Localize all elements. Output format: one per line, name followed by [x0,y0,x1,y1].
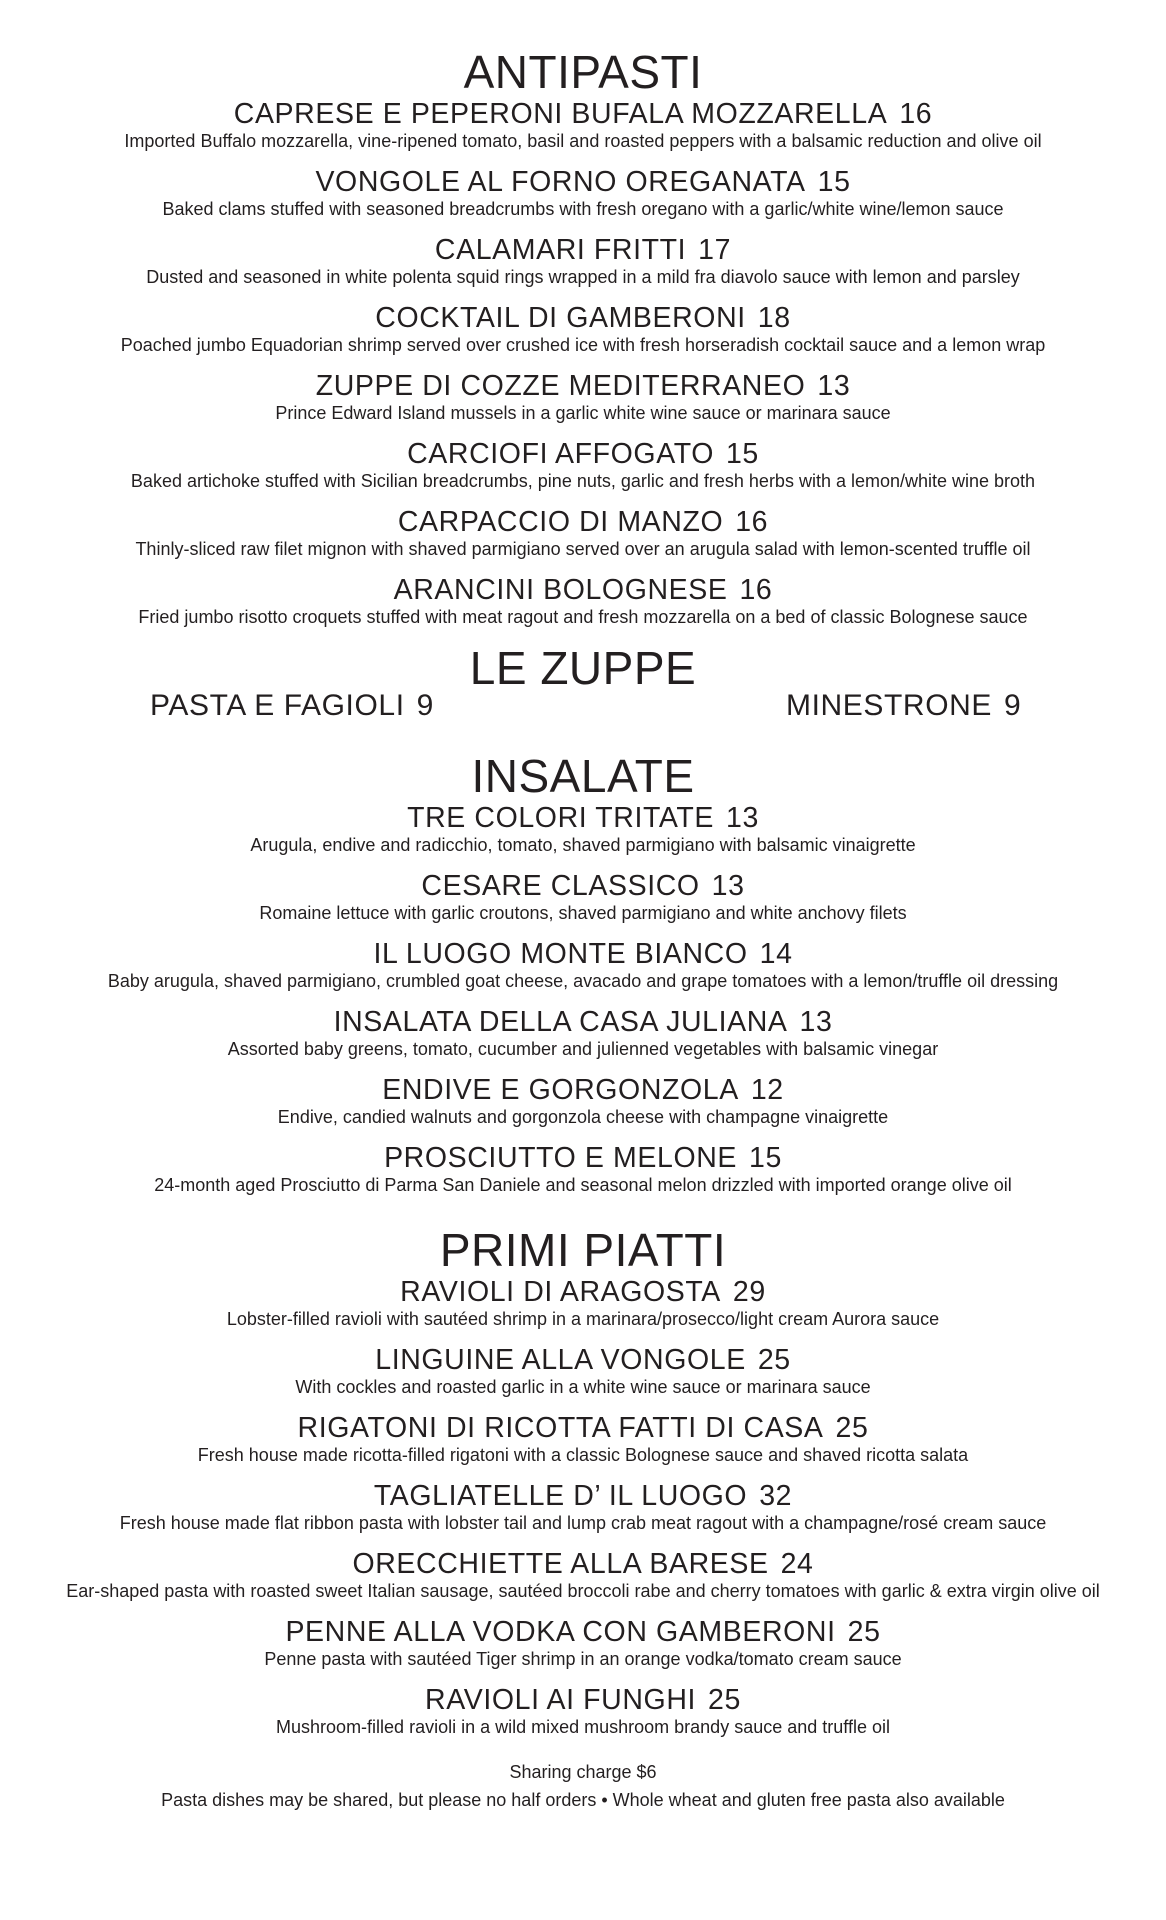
item-price: 15 [749,1142,782,1174]
item-description: Dusted and seasoned in white polenta squid rings wrapped in a mild fra diavolo sauce with lemon and parsley [146,267,1020,287]
insalate-section [0,750,1166,1196]
menu-item [0,438,1166,492]
item-price: 25 [847,1616,881,1648]
zuppe-row [0,688,1166,728]
menu-item [0,1074,1166,1128]
menu-item [786,688,1021,724]
item-name: MINESTRONE [786,689,993,722]
item-description: Mushroom-filled ravioli in a wild mixed mushroom brandy sauce and truffle oil [276,1717,890,1737]
primi-piatti-section [0,1224,1166,1738]
item-description: Ear-shaped pasta with roasted sweet Italian sausage, sautéed broccoli rabe and cherry tomatoes with garlic & extra virgin olive oil [66,1581,1100,1601]
item-name: CARPACCIO DI MANZO [397,506,724,538]
item-price: 15 [817,166,851,198]
antipasti-section [0,46,1166,628]
item-name: LINGUINE ALLA VONGOLE [375,1344,746,1376]
item-price: 25 [757,1344,791,1376]
item-description: Poached jumbo Equadorian shrimp served over crushed ice with fresh horseradish cocktail sauce and a lemon wrap [120,335,1046,355]
item-description: Fried jumbo risotto croquets stuffed with meat ragout and fresh mozzarella on a bed of classic Bolognese sauce [138,607,1028,627]
item-description: Baby arugula, shaved parmigiano, crumbled goat cheese, avacado and grape tomatoes with a lemon/truffle oil dressing [107,971,1059,991]
menu-item [150,688,434,724]
le-zuppe-section [0,642,1166,728]
item-name: CESARE CLASSICO [421,870,700,902]
menu-item [0,506,1166,560]
item-description: Fresh house made ricotta-filled rigatoni with a classic Bolognese sauce and shaved ricotta salata [197,1445,969,1465]
menu-item [0,938,1166,992]
item-price: 17 [698,234,732,266]
item-description: Baked artichoke stuffed with Sicilian breadcrumbs, pine nuts, garlic and fresh herbs with a lemon/white wine broth [130,471,1036,491]
item-name: INSALATA DELLA CASA JULIANA [333,1006,788,1038]
item-description: Penne pasta with sautéed Tiger shrimp in an orange vodka/tomato cream sauce [264,1649,902,1669]
menu-notes [0,1758,1166,1814]
menu-item [0,302,1166,356]
item-name: CAPRESE E PEPERONI BUFALA MOZZARELLA [233,98,888,130]
item-name: ARANCINI BOLOGNESE [393,574,728,606]
item-name: ORECCHIETTE ALLA BARESE [352,1548,769,1580]
item-name: IL LUOGO MONTE BIANCO [373,938,748,970]
item-description: Imported Buffalo mozzarella, vine-ripened tomato, basil and roasted peppers with a balsamic reduction and olive oil [124,131,1042,151]
menu-item [0,1412,1166,1466]
item-name: ZUPPE DI COZZE MEDITERRANEO [315,370,806,402]
menu-item [0,1480,1166,1534]
item-price: 25 [835,1412,869,1444]
item-price: 32 [759,1480,793,1512]
menu-item [0,574,1166,628]
item-price: 16 [735,506,769,538]
item-price: 12 [750,1074,784,1106]
item-description: Assorted baby greens, tomato, cucumber and julienned vegetables with balsamic vinegar [227,1039,939,1059]
item-price: 14 [759,938,793,970]
item-price: 15 [725,438,759,470]
item-price: 13 [817,370,851,402]
item-price: 9 [416,689,434,722]
item-name: VONGOLE AL FORNO OREGANATA [315,166,806,198]
section-title-antipasti: ANTIPASTI [463,46,703,98]
item-description: Arugula, endive and radicchio, tomato, shaved parmigiano with balsamic vinaigrette [250,835,916,855]
menu-item [0,1142,1166,1196]
menu-item [0,166,1166,220]
menu-item [0,870,1166,924]
item-name: COCKTAIL DI GAMBERONI [375,302,746,334]
section-title-insalate: INSALATE [471,750,695,802]
section-title-le-zuppe: LE ZUPPE [469,642,697,694]
menu-item [0,1548,1166,1602]
item-name: PROSCIUTTO E MELONE [384,1142,738,1174]
pasta-policy-note: Pasta dishes may be shared, but please no half orders • Whole wheat and gluten free pasta also available [161,1790,1005,1810]
item-price: 9 [1004,689,1022,722]
item-name: CARCIOFI AFFOGATO [407,438,714,470]
menu-item [0,1616,1166,1670]
item-description: Prince Edward Island mussels in a garlic white wine sauce or marinara sauce [275,403,891,423]
item-price: 16 [739,574,773,606]
item-description: Fresh house made flat ribbon pasta with lobster tail and lump crab meat ragout with a champagne/rosé cream sauce [119,1513,1047,1533]
item-description: Baked clams stuffed with seasoned breadcrumbs with fresh oregano with a garlic/white wine/lemon sauce [162,199,1004,219]
menu-item [0,234,1166,288]
item-description: Thinly-sliced raw filet mignon with shaved parmigiano served over an arugula salad with lemon-scented truffle oil [135,539,1031,559]
item-price: 16 [899,98,933,130]
menu-item [0,98,1166,152]
item-description: With cockles and roasted garlic in a white wine sauce or marinara sauce [295,1377,871,1397]
item-name: RAVIOLI DI ARAGOSTA [400,1276,721,1308]
item-price: 13 [799,1006,833,1038]
item-description: Endive, candied walnuts and gorgonzola cheese with champagne vinaigrette [277,1107,889,1127]
item-price: 18 [757,302,791,334]
item-price: 29 [732,1276,766,1308]
menu-item [0,802,1166,856]
item-name: ENDIVE E GORGONZOLA [382,1074,739,1106]
section-title-primi-piatti: PRIMI PIATTI [439,1224,727,1276]
item-name: PENNE ALLA VODKA CON GAMBERONI [285,1616,836,1648]
item-price: 24 [780,1548,814,1580]
menu-item [0,1276,1166,1330]
item-name: RAVIOLI AI FUNGHI [425,1684,697,1716]
menu-item [0,1344,1166,1398]
item-description: Lobster-filled ravioli with sautéed shrimp in a marinara/prosecco/light cream Aurora sauce [226,1309,940,1329]
sharing-charge-note: Sharing charge $6 [509,1762,657,1782]
menu-item [0,370,1166,424]
item-description: Romaine lettuce with garlic croutons, shaved parmigiano and white anchovy filets [259,903,907,923]
item-name: TRE COLORI TRITATE [407,802,714,834]
item-description: 24-month aged Prosciutto di Parma San Daniele and seasonal melon drizzled with imported orange olive oil [154,1175,1012,1195]
item-name: RIGATONI DI RICOTTA FATTI DI CASA [297,1412,824,1444]
menu-item [0,1684,1166,1738]
item-name: TAGLIATELLE D’ IL LUOGO [373,1480,748,1512]
menu-item [0,1006,1166,1060]
item-name: PASTA E FAGIOLI [150,689,405,722]
item-price: 25 [708,1684,741,1716]
item-price: 13 [711,870,745,902]
item-price: 13 [726,802,759,834]
item-name: CALAMARI FRITTI [434,234,687,266]
